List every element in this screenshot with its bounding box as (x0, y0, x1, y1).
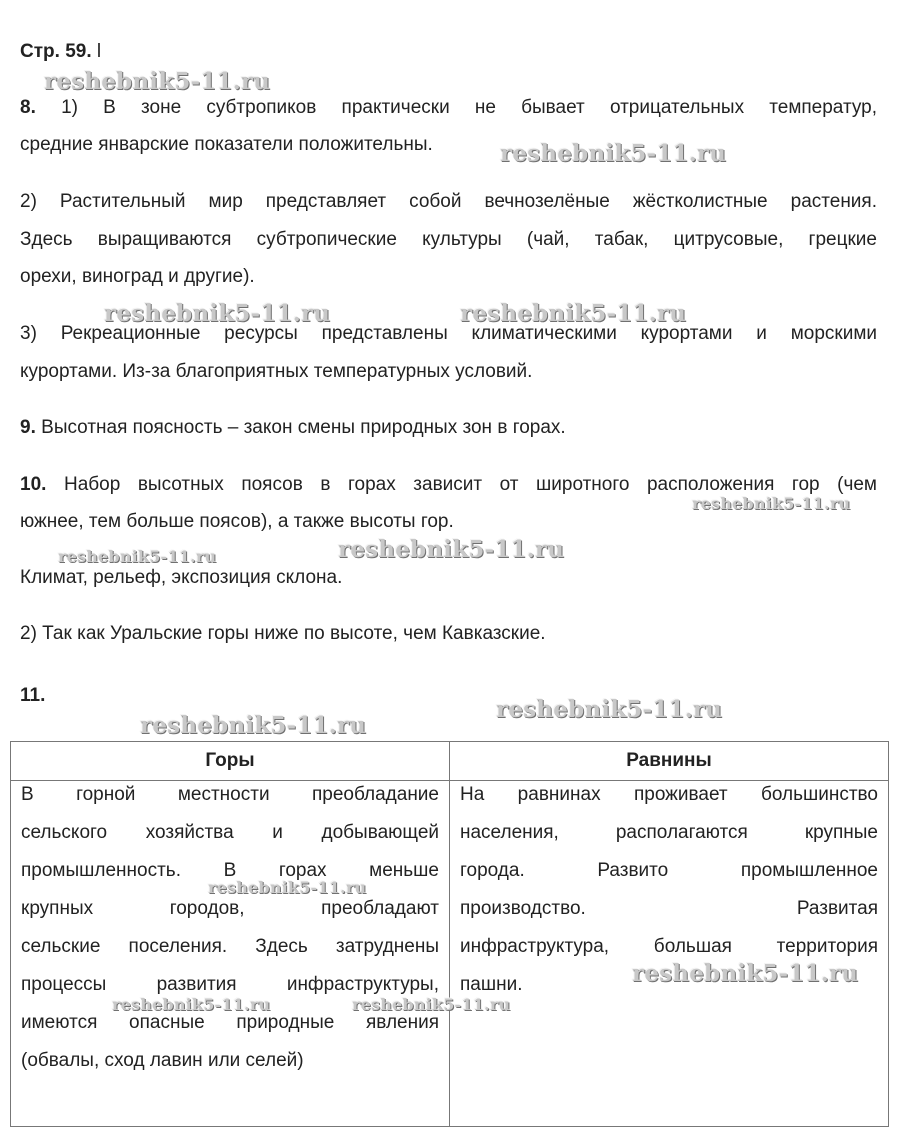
q8-line-1: 8. 1) В зоне субтропиков практически не бывает отрицательных температур, (20, 97, 877, 118)
q8-p2-line-1: 2) Растительный мир представляет собой вечнозелёные жёстколистные растения. (20, 191, 877, 212)
page-reference: Стр. 59. l (20, 41, 102, 62)
q8-p2-line-3: орехи, виноград и другие). (20, 266, 255, 287)
q8-line-2: средние январские показатели положительны. (20, 134, 433, 155)
q10-extra-2: 2) Так как Уральские горы ниже по высоте, чем Кавказские. (20, 623, 546, 644)
table-header-mountains: Горы (11, 742, 450, 781)
table-header-plains: Равнины (450, 742, 889, 781)
watermark: reshebnik5-11.ru (58, 547, 217, 566)
watermark: reshebnik5-11.ru (140, 712, 367, 739)
watermark: reshebnik5-11.ru (692, 494, 851, 513)
plains-line: На равнинах проживает большинство (460, 784, 878, 805)
mountains-line: сельские поселения. Здесь затруднены (21, 936, 439, 957)
watermark: reshebnik5-11.ru (632, 960, 859, 987)
watermark: reshebnik5-11.ru (496, 696, 723, 723)
mountains-line: процессы развития инфраструктуры, (21, 974, 439, 995)
q8-p3-line-1: 3) Рекреационные ресурсы представлены климатическими курортами и морскими (20, 323, 877, 344)
table-cell-mountains (11, 781, 450, 1127)
mountains-line: имеются опасные природные явления (21, 1012, 439, 1033)
q10-line-1: 10. Набор высотных поясов в горах зависит от широтного расположения гор (чем (20, 474, 877, 495)
watermark: reshebnik5-11.ru (104, 300, 331, 327)
watermark: reshebnik5-11.ru (352, 995, 511, 1014)
mountains-line: В горной местности преобладание (21, 784, 439, 805)
comparison-table (10, 741, 889, 1127)
watermark: reshebnik5-11.ru (44, 68, 271, 95)
watermark: reshebnik5-11.ru (338, 536, 565, 563)
plains-line: пашни. (460, 974, 523, 995)
q8-p2-line-2: Здесь выращиваются субтропические культуры (чай, табак, цитрусовые, грецкие (20, 229, 877, 250)
watermark: reshebnik5-11.ru (112, 995, 271, 1014)
q10-extra-1: Климат, рельеф, экспозиция склона. (20, 567, 343, 588)
q11-number: 11. (20, 685, 46, 706)
mountains-line: сельского хозяйства и добывающей (21, 822, 439, 843)
watermark: reshebnik5-11.ru (460, 300, 687, 327)
q10-line-2: южнее, тем больше поясов), а также высоты гор. (20, 511, 454, 532)
q9-text: 9. Высотная поясность – закон смены природных зон в горах. (20, 417, 566, 438)
plains-line: города. Развито промышленное (460, 860, 878, 881)
mountains-line: промышленность. В горах меньше (21, 860, 439, 881)
plains-line: производство. Развитая (460, 898, 878, 919)
mountains-line: (обвалы, сход лавин или селей) (21, 1050, 304, 1071)
watermark: reshebnik5-11.ru (500, 140, 727, 167)
plains-line: населения, располагаются крупные (460, 822, 878, 843)
mountains-line: крупных городов, преобладают (21, 898, 439, 919)
watermark: reshebnik5-11.ru (208, 878, 367, 897)
table-cell-plains (450, 781, 889, 1127)
plains-line: инфраструктура, большая территория (460, 936, 878, 957)
q8-p3-line-2: курортами. Из-за благоприятных температурных условий. (20, 361, 533, 382)
